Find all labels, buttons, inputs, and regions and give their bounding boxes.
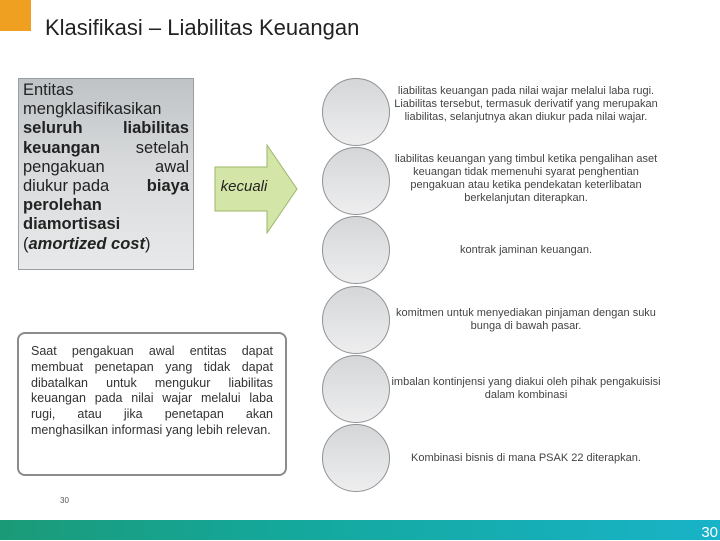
exception-item: kontrak jaminan keuangan. xyxy=(459,244,593,256)
main-statement-box xyxy=(18,78,194,270)
bullet-circle xyxy=(322,216,390,284)
footer-page-number: 30 xyxy=(701,524,718,541)
paren-open: ( xyxy=(23,234,29,253)
exception-item: Kombinasi bisnis di mana PSAK 22 diterapkan. xyxy=(411,452,641,464)
exception-item: liabilitas keuangan yang timbul ketika pengalihan aset keuangan tidak memenuhi syarat penghentian pengakuan atau ketika pendekatan keterlibatan berkelanjutan diterapkan. xyxy=(394,153,658,204)
bullet-circle xyxy=(322,78,390,146)
statement-line: diamortisasi xyxy=(23,215,121,234)
bullet-circle xyxy=(322,424,390,492)
fair-value-option-box xyxy=(17,332,287,476)
slide-number-small: 30 xyxy=(60,496,69,505)
statement-line: seluruh liabilitas xyxy=(23,119,189,138)
exception-item: liabilitas keuangan pada nilai wajar melalui laba rugi. Liabilitas tersebut, termasuk derivatif yang merupakan liabilitas, selanjutnya akan diukur pada nilai wajar. xyxy=(394,85,658,123)
statement-word: keuangan xyxy=(23,138,101,157)
statement-line: mengklasifikasikan xyxy=(23,100,162,119)
bullet-circle xyxy=(322,286,390,354)
fair-value-option-text: Saat pengakuan awal entitas dapat membuat penetapan yang tidak dapat dibatalkan untuk mengukur liabilitas keuangan pada nilai wajar melalui laba rugi, atau jika penetapan akan menghasilkan informasi yang lebih relevan. xyxy=(31,344,273,437)
bullet-circle xyxy=(322,355,390,423)
slide-title: Klasifikasi – Liabilitas Keuangan xyxy=(45,15,360,40)
arrow-label: kecuali xyxy=(220,178,268,195)
statement-line: pengakuan awal xyxy=(23,157,189,176)
statement-line xyxy=(23,177,189,196)
statement-word: setelah xyxy=(135,138,189,157)
accent-square xyxy=(0,0,31,31)
footer-bar xyxy=(0,520,720,540)
statement-line xyxy=(23,235,189,254)
bullet-circle xyxy=(322,147,390,215)
statement-word: diukur pada xyxy=(23,177,110,196)
exception-item: imbalan kontinjensi yang diakui oleh pihak pengakuisisi dalam kombinasi xyxy=(391,376,661,401)
statement-line: perolehan xyxy=(23,196,102,215)
exception-item: komitmen untuk menyediakan pinjaman dengan suku bunga di bawah pasar. xyxy=(396,307,656,332)
paren-close: ) xyxy=(144,234,151,253)
statement-line xyxy=(23,139,189,158)
amortized-cost-term: amortized cost xyxy=(28,234,145,253)
statement-word: biaya xyxy=(146,177,189,196)
statement-line: Entitas xyxy=(23,81,74,99)
